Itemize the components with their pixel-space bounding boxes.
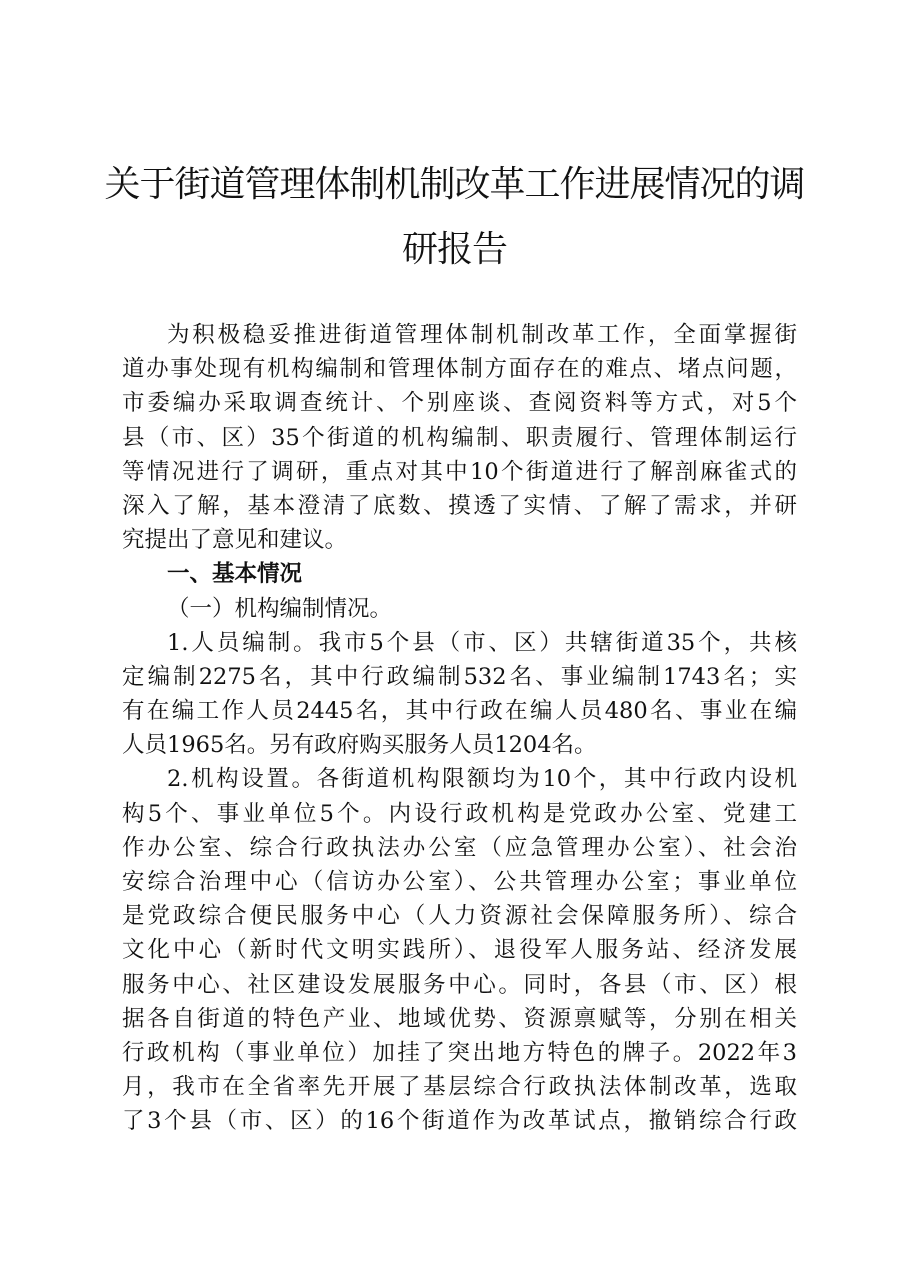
section-heading: 一、基本情况	[167, 561, 303, 588]
body-line: 行政机构（事业单位）加挂了突出地方特色的牌子。2022年3	[122, 1039, 797, 1066]
body-line: 据各自街道的特色产业、地域优势、资源禀赋等，分别在相关	[122, 1005, 797, 1032]
body-line: 是党政综合便民服务中心（人力资源社会保障服务所）、综合	[122, 903, 797, 930]
body-line: 构5个、事业单位5个。内设行政机构是党政办公室、党建工	[122, 800, 797, 827]
body-line: 市委编办采取调查统计、个别座谈、查阅资料等方式，对5个	[122, 390, 797, 417]
body-line: 县（市、区）35个街道的机构编制、职责履行、管理体制运行	[122, 424, 797, 451]
subsection-heading: （一）机构编制情况。	[167, 595, 393, 622]
body-line: 服务中心、社区建设发展服务中心。同时，各县（市、区）根	[122, 971, 797, 998]
body-line: 为积极稳妥推进街道管理体制机制改革工作，全面掌握街	[167, 322, 797, 348]
body-line: 深入了解，基本澄清了底数、摸透了实情、了解了需求，并研	[122, 492, 797, 519]
body-line: 2.机构设置。各街道机构限额均为10个，其中行政内设机	[167, 766, 797, 793]
document-title-line-1: 关于街道管理体制机制改革工作进展情况的调	[104, 164, 805, 205]
body-line: 作办公室、综合行政执法办公室（应急管理办公室）、社会治	[122, 834, 797, 861]
body-line: 安综合治理中心（信访办公室）、公共管理办公室；事业单位	[122, 869, 797, 895]
body-line: 月，我市在全省率先开展了基层综合行政执法体制改革，选取	[122, 1074, 797, 1101]
body-line: 究提出了意见和建议。	[122, 527, 348, 554]
body-line: 有在编工作人员2445名，其中行政在编人员480名、事业在编	[122, 698, 797, 725]
body-line: 人员1965名。另有政府购买服务人员1204名。	[122, 732, 597, 759]
body-line: 等情况进行了调研，重点对其中10个街道进行了解剖麻雀式的	[122, 458, 797, 485]
body-line: 了3个县（市、区）的16个街道作为改革试点，撤销综合行政	[122, 1108, 797, 1135]
document-title-line-2: 研报告	[401, 229, 507, 270]
body-line: 定编制2275名，其中行政编制532名、事业编制1743名；实	[122, 663, 797, 690]
body-line: 道办事处现有机构编制和管理体制方面存在的难点、堵点问题，	[122, 356, 797, 383]
body-line: 文化中心（新时代文明实践所）、退役军人服务站、经济发展	[122, 937, 797, 964]
body-line: 1.人员编制。我市5个县（市、区）共辖街道35个，共核	[167, 629, 797, 656]
document-body	[122, 318, 797, 1139]
